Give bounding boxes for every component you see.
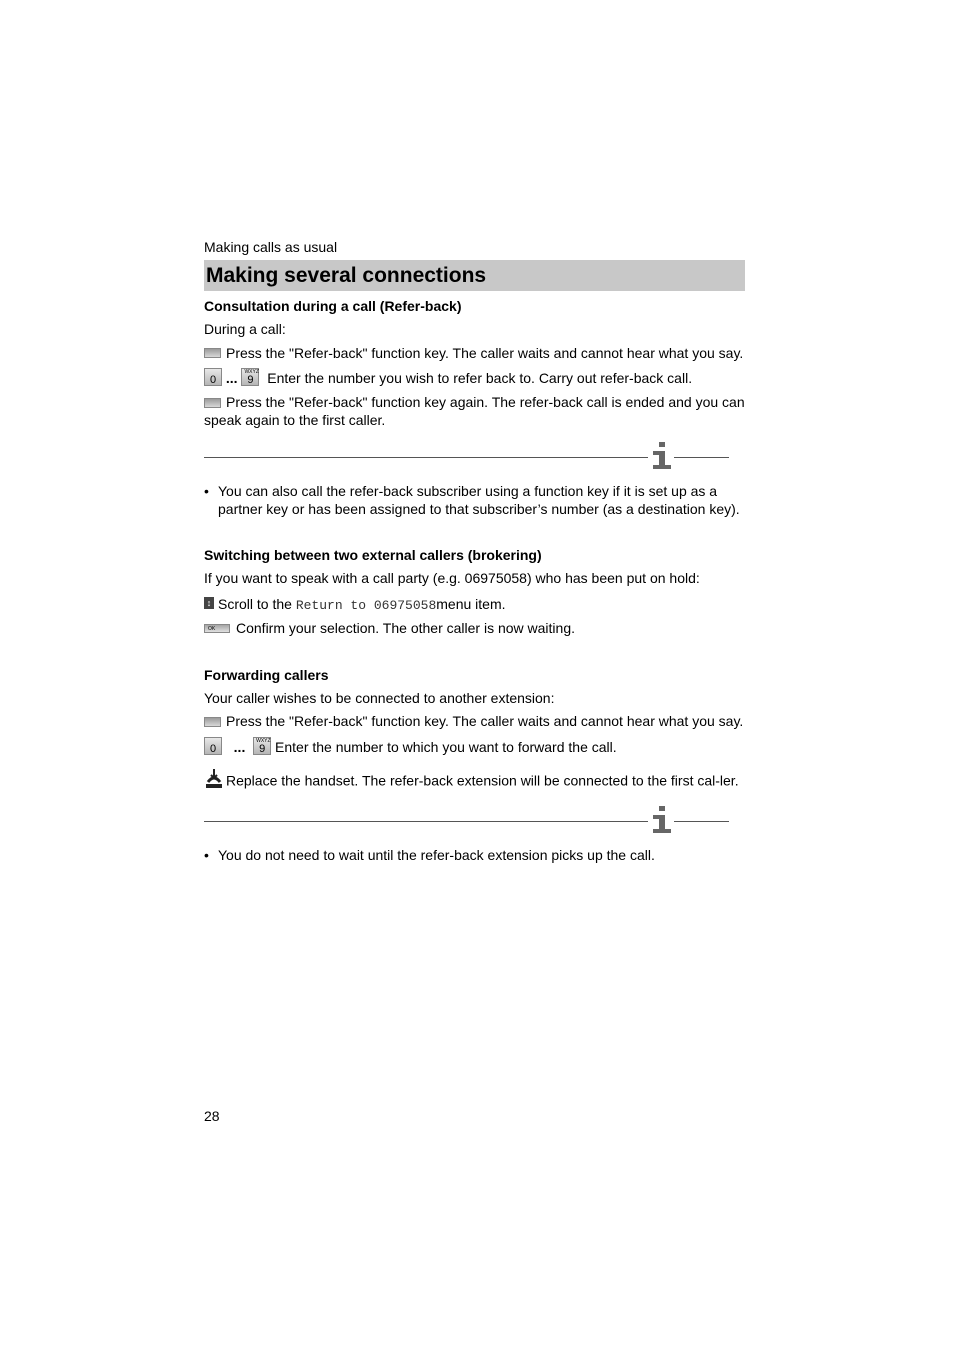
ok-key-icon: OK: [204, 624, 230, 633]
refer-back-step-1: Press the "Refer-back" function key. The caller waits and cannot hear what you say.: [204, 345, 745, 363]
ellipsis: ...: [225, 370, 238, 386]
brokering-step-1: ↕ Scroll to the Return to 06975058menu item.: [204, 596, 745, 615]
section-heading-refer-back: Consultation during a call (Refer-back): [204, 298, 462, 314]
section-heading-brokering: Switching between two external callers (brokering): [204, 547, 542, 564]
handset-icon: [204, 768, 224, 790]
digit-9-key-icon: WXYZ 9: [241, 368, 259, 386]
running-header: Making calls as usual: [204, 239, 338, 255]
info-divider: [204, 807, 745, 839]
info-note: • You can also call the refer-back subscriber using a function key if it is set up as a partner key or has been assigned to that subscriber’s number (as a destination key).: [204, 483, 740, 517]
refer-back-step-3: Press the "Refer-back" function key again. The refer-back call is ended and you can speak again to the first caller.: [204, 394, 745, 428]
digit-0-key-icon: 0: [204, 737, 222, 755]
digit-0-key-icon: 0: [204, 368, 222, 386]
refer-back-step-2: 0 ... WXYZ 9 Enter the number you wish to refer back to. Carry out refer-back call.: [204, 370, 745, 388]
forwarding-step-2: 0 ... WXYZ 9 Enter the number to which you want to forward the call.: [204, 739, 745, 757]
scroll-key-icon: ↕: [204, 597, 214, 609]
info-note: • You do not need to wait until the refer-back extension picks up the call.: [204, 847, 655, 864]
function-key-icon: [204, 717, 221, 727]
info-divider: [204, 443, 745, 475]
function-key-icon: [204, 398, 221, 408]
digit-9-key-icon: WXYZ 9: [253, 737, 271, 755]
forwarding-step-1: Press the "Refer-back" function key. The caller waits and cannot hear what you say.: [204, 713, 745, 731]
manual-page: [204, 238, 745, 865]
brokering-intro: If you want to speak with a call party (e.g. 06975058) who has been put on hold:: [204, 570, 700, 587]
forwarding-step-3: Replace the handset. The refer-back extension will be connected to the first cal-ler.: [204, 771, 745, 793]
section-heading-forwarding: Forwarding callers: [204, 666, 329, 683]
info-icon: [651, 806, 673, 834]
page-title: Making several connections: [204, 260, 745, 291]
ellipsis: ...: [233, 738, 246, 755]
refer-back-intro: During a call:: [204, 321, 286, 337]
menu-item-text: Return to 06975058: [295, 597, 437, 613]
page-number: 28: [204, 1108, 220, 1124]
info-icon: [651, 442, 673, 470]
brokering-step-2: OK Confirm your selection. The other caller is now waiting.: [204, 620, 745, 638]
function-key-icon: [204, 348, 221, 358]
forwarding-intro: Your caller wishes to be connected to another extension:: [204, 689, 555, 706]
